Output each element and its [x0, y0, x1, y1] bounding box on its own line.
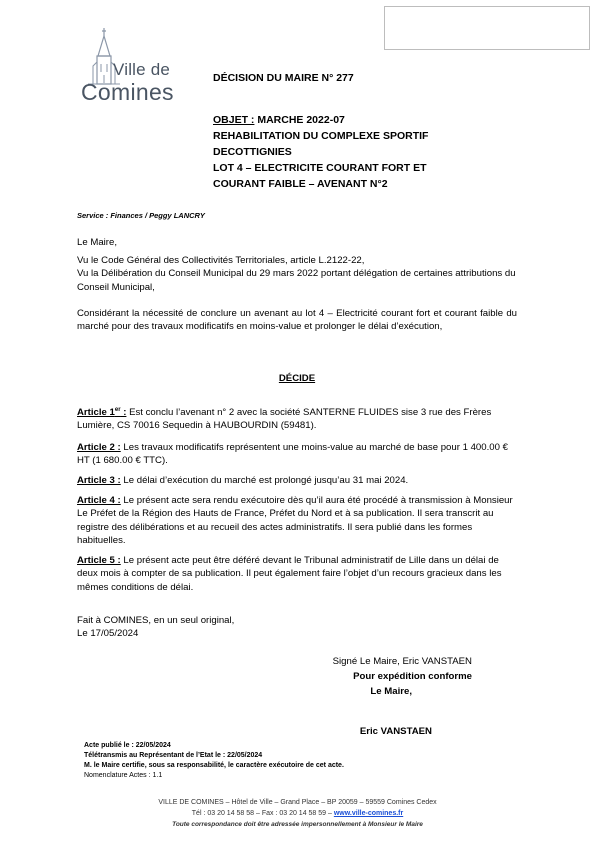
article-5-label: Article 5 :	[77, 555, 121, 566]
date-text: Le 17/05/2024	[77, 628, 139, 640]
decision-header	[213, 70, 428, 192]
city-logo	[80, 26, 195, 106]
service-line: Service : Finances / Peggy LANCRY	[77, 211, 205, 220]
registration-stamp-box	[384, 6, 590, 50]
article-4-text: Le présent acte sera rendu exécutoire dès qu’il aura été procédé à transmission à Monsieur Le Préfet de la Région des Hauts de France, Préfet du Nord et à sa publication. Il sera transcrit au registre des délibérations et au recueil des actes administratifs. Il sera publié dans les formes habituelles.	[77, 495, 513, 546]
teletransmis: Télétransmis au Représentant de l’Etat le : 22/05/2024	[84, 752, 263, 759]
objet-text: MARCHE 2022-07	[254, 114, 345, 126]
signature-name: Eric VANSTAEN	[359, 726, 432, 737]
article-1-label	[77, 407, 126, 418]
certification: M. le Maire certifie, sous sa responsabilité, le caractère exécutoire de cet acte.	[84, 762, 344, 769]
signed-by: Signé Le Maire, Eric VANSTAEN	[332, 656, 472, 667]
footer-correspondence: Toute correspondance doit être adressée impersonnellement à Monsieur le Maire	[172, 821, 423, 828]
objet-line	[213, 112, 428, 128]
article-4-label: Article 4 :	[77, 495, 121, 506]
article-1-sup: er	[114, 407, 121, 413]
article-1	[77, 404, 517, 433]
acte-publie: Acte publié le : 22/05/2024	[84, 742, 171, 749]
fait-text: Fait à COMINES, en un seul original,	[77, 615, 235, 626]
article-1-label-text: Article 1	[77, 407, 115, 419]
logo-text-comines: Comines	[81, 79, 174, 105]
footer-phone: Tél : 03 20 14 58 58 – Fax : 03 20 14 58 59 –	[191, 810, 334, 817]
page-footer	[0, 797, 595, 830]
decision-number: DÉCISION DU MAIRE N° 277	[213, 72, 354, 84]
article-3	[77, 474, 517, 487]
article-3-label: Article 3 :	[77, 475, 121, 486]
footer-contact	[0, 808, 595, 819]
greeting	[77, 236, 517, 249]
footer-address: VILLE DE COMINES – Hôtel de Ville – Grand Place – BP 20059 – 59559 Comines Cedex	[158, 799, 437, 806]
article-1-text: Est conclu l’avenant n° 2 avec la société SANTERNE FLUIDES sise 3 rue des Frères Lumière, CS 70016 Sequedin à HAUBOURDIN (59481).	[77, 407, 492, 432]
article-3-text: Le délai d’exécution du marché est prolongé jusqu’au 31 mai 2024.	[120, 475, 409, 486]
article-5-text: Le présent acte peut être déféré devant le Tribunal administratif de Lille dans un délai de deux mois à compter de sa publication. Il peut également faire l’objet d’un recours gracieux dans les mêmes conditions de délai.	[77, 555, 502, 593]
article-5	[77, 554, 517, 594]
logo-text-ville: Ville de	[113, 60, 171, 79]
vu-deliberation: Vu la Délibération du Conseil Municipal du 29 mars 2022 portant délégation de certaines attributions du Conseil Municipal,	[77, 268, 516, 293]
objet-label: OBJET :	[213, 114, 255, 126]
nomenclature: Nomenclature Actes : 1.1	[84, 772, 163, 779]
fait-a	[77, 614, 517, 641]
article-1-colon: :	[120, 407, 127, 419]
pour-expedition: Pour expédition conforme	[353, 671, 472, 682]
objet-line-4: COURANT FAIBLE – AVENANT N°2	[213, 178, 388, 190]
objet-line-1: REHABILITATION DU COMPLEXE SPORTIF	[213, 130, 429, 142]
signature-block	[270, 654, 472, 699]
decide-title: DÉCIDE	[278, 373, 316, 384]
considerant-text: Considérant la nécessité de conclure un avenant au lot 4 – Electricité courant fort et courant faible du marché pour des travaux modificatifs en moins-value et prolonger le délai d’exécution,	[77, 308, 517, 333]
article-2-label: Article 2 :	[77, 442, 121, 453]
article-2-text: Les travaux modificatifs représentent une moins-value au marché de base pour 1 400.00 € HT (1 680.00 € TTC).	[77, 442, 508, 467]
le-maire: Le Maire,	[370, 686, 412, 697]
article-2	[77, 441, 517, 468]
publication-notes	[84, 741, 344, 781]
website-link[interactable]: www.ville-comines.fr	[333, 810, 404, 817]
decide-heading	[77, 372, 517, 385]
article-4	[77, 494, 517, 547]
objet-line-3: LOT 4 – ELECTRICITE COURANT FORT ET	[213, 162, 427, 174]
greeting-text: Le Maire,	[77, 237, 117, 248]
vu-section	[77, 254, 517, 294]
objet-line-2: DECOTTIGNIES	[213, 146, 292, 158]
vu-code: Vu le Code Général des Collectivités Territoriales, article L.2122-22,	[77, 255, 365, 266]
considerant-section	[77, 307, 517, 334]
